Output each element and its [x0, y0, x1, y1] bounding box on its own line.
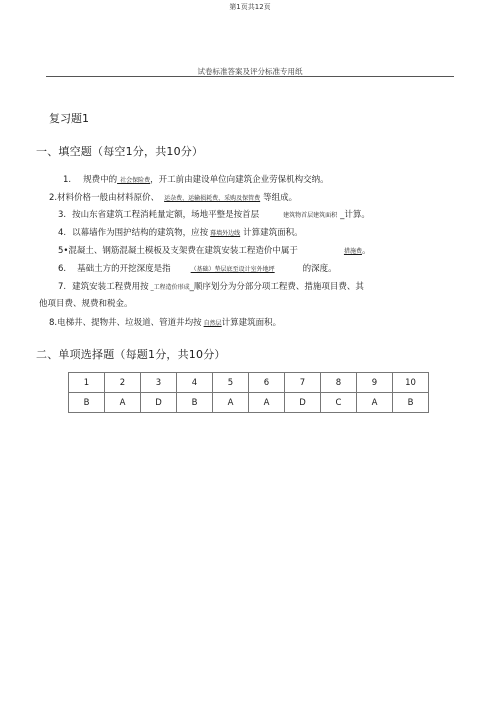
q1-text-after: ，开工前由建设单位向建筑企业劳保机构交纳。	[150, 175, 329, 185]
answer-table	[68, 372, 429, 413]
table-cell-number: 1	[69, 373, 105, 393]
table-cell-number: 6	[249, 373, 285, 393]
question-6	[58, 262, 337, 274]
q3-answer: 建筑物首层建筑面积	[283, 212, 338, 219]
q2-text-after: 等组成。	[263, 193, 298, 203]
q4-text-after: 计算建筑面积。	[243, 228, 303, 238]
table-row-answers	[69, 393, 429, 413]
q8-text-before: 8.电梯井、提物井、垃圾道、管道井均按	[49, 318, 202, 328]
header-title: 试卷标准答案及评分标准专用纸	[197, 67, 303, 76]
question-7	[58, 280, 364, 292]
q3-number: 3.	[58, 210, 67, 220]
table-cell-answer: B	[177, 393, 213, 413]
q5-text-before: 5•混凝土、钢筋混凝土模板及支架费在建筑安装工程造价中属于	[58, 246, 298, 256]
table-cell-number: 10	[393, 373, 429, 393]
table-cell-answer: A	[357, 393, 393, 413]
q2-text-before: 2.材料价格一般由材料原价、	[49, 193, 160, 203]
section2-heading: 二、单项选择题（每题1分，共10分）	[36, 348, 226, 361]
table-cell-number: 5	[213, 373, 249, 393]
q6-answer: （基础）垫层底至设计室外地坪	[190, 266, 275, 273]
table-cell-answer: C	[321, 393, 357, 413]
table-cell-number: 8	[321, 373, 357, 393]
table-cell-answer: A	[213, 393, 249, 413]
page-counter: 第1页共12页	[229, 3, 271, 11]
question-3	[58, 208, 370, 220]
q7-answer: _工程造价形成	[150, 284, 190, 291]
q7-number: 7.	[58, 282, 67, 292]
table-cell-answer: D	[141, 393, 177, 413]
table-row-numbers	[69, 373, 429, 393]
q8-text-after: 计算建筑面积。	[221, 318, 282, 328]
q6-text-after: 的深度。	[302, 264, 337, 274]
q1-number: 1.	[63, 175, 72, 185]
table-cell-number: 3	[141, 373, 177, 393]
table-cell-answer: A	[249, 393, 285, 413]
table-cell-number: 9	[357, 373, 393, 393]
q1-text-before: 规费中的	[83, 175, 118, 185]
q4-text-before: 以幕墙作为围护结构的建筑物，应按	[72, 228, 209, 238]
question-8	[49, 316, 281, 328]
table-cell-answer: A	[105, 393, 141, 413]
table-cell-answer: D	[285, 393, 321, 413]
question-5	[58, 244, 370, 256]
question-1	[63, 173, 329, 185]
q7-text-before: 建筑安装工程费用按	[72, 282, 149, 292]
section1-heading: 一、填空题（每空1分，共10分）	[36, 145, 204, 158]
q5-answer: 措施费	[343, 248, 362, 255]
q6-number: 6.	[58, 264, 67, 274]
q4-number: 4.	[58, 228, 67, 238]
q4-answer: 幕墙外边线	[210, 230, 241, 237]
table-cell-number: 2	[105, 373, 141, 393]
doc-title: 复习题1	[49, 112, 89, 125]
q1-answer: _社会保险费	[117, 177, 151, 184]
question-2	[49, 191, 297, 203]
question-4	[58, 226, 303, 238]
q6-text-before: 基础土方的开挖深度是指	[77, 264, 171, 274]
q3-text-before: 按山东省建筑工程消耗量定额，场地平整是按首层	[72, 210, 260, 220]
table-cell-answer: B	[393, 393, 429, 413]
table-cell-number: 7	[285, 373, 321, 393]
question-7-continued: 他项目费、规费和税金。	[39, 299, 133, 309]
header-rule	[46, 76, 454, 77]
table-cell-number: 4	[177, 373, 213, 393]
q8-answer: 自然层	[203, 320, 222, 327]
q5-text-after: 。	[361, 246, 371, 256]
q3-text-after: _计算。	[340, 210, 370, 220]
table-cell-answer: B	[69, 393, 105, 413]
q2-answer: 运杂费、运输损耗费、采购及保管费	[164, 195, 261, 202]
q7-text-after: _顺序划分为分部分项工程费、措施项目费、其	[189, 282, 364, 292]
